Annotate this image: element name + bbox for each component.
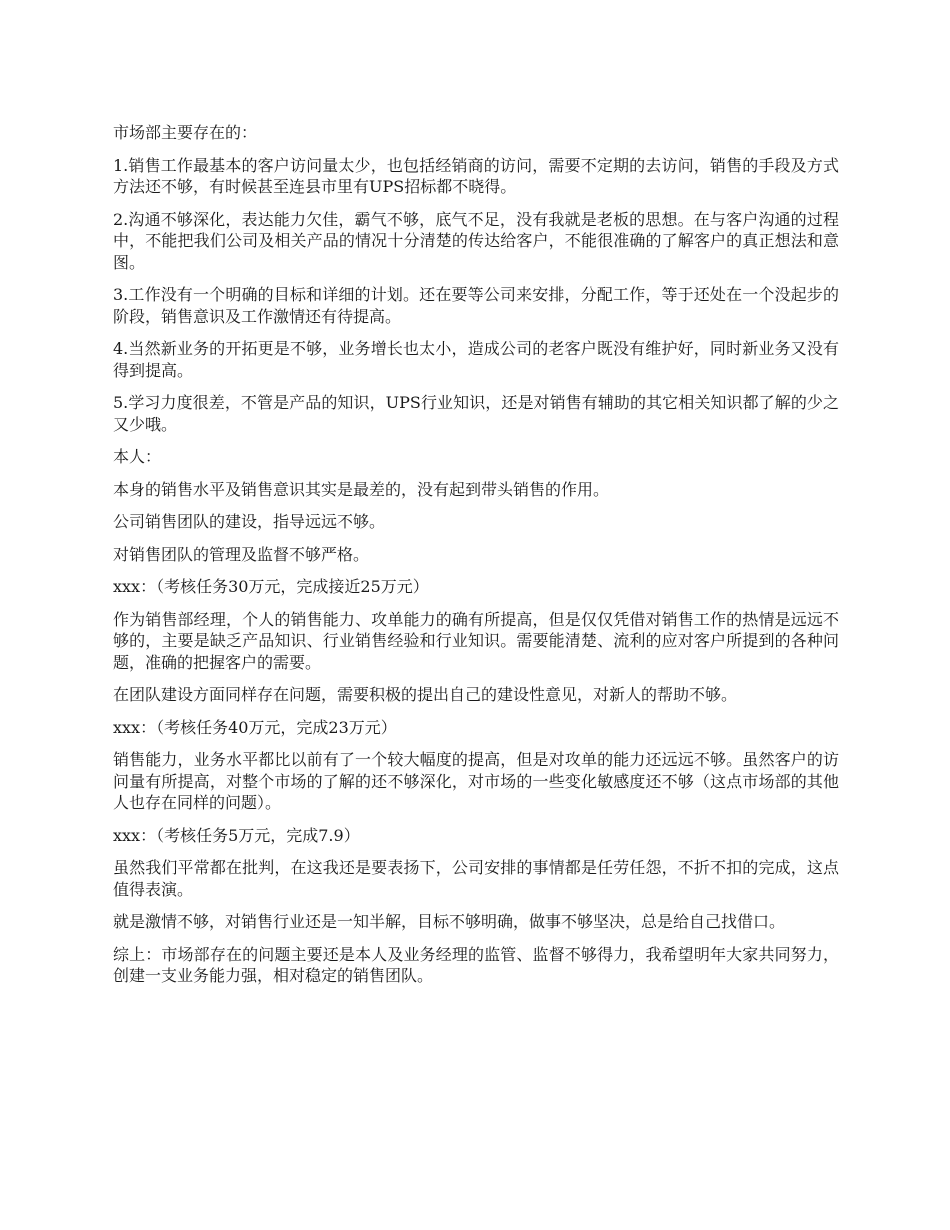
staff-3-paragraph-2: 就是激情不够，对销售行业还是一知半解，目标不够明确，做事不够坚决，总是给自己找借口。 [113, 912, 786, 931]
staff-heading-1: xxx：（考核任务30万元，完成接近25万元） [113, 577, 429, 596]
section-heading-self: 本人： [113, 447, 162, 466]
issue-item-1: 1.销售工作最基本的客户访问量太少，也包括经销商的访问，需要不定期的去访问，销售的手段及方式方法还不够，有时候甚至连县市里有UPS招标都不晓得。 [113, 155, 839, 196]
staff-2-paragraph-1: 销售能力，业务水平都比以前有了一个较大幅度的提高，但是对攻单的能力还远远不够。虽然客户的访问量有所提高，对整个市场的了解的还不够深化，对市场的一些变化敏感度还不够（这点市场部的其他人也存在同样的问题）。 [113, 750, 839, 812]
staff-heading-2: xxx：（考核任务40万元，完成23万元） [113, 717, 397, 737]
staff-1-paragraph-1: 作为销售部经理，个人的销售能力、攻单能力的确有所提高，但是仅仅凭借对销售工作的热情是远远不够的，主要是缺乏产品知识、行业销售经验和行业知识。需要能清楚、流利的应对客户所提到的各种问题，准确的把握客户的需要。 [113, 609, 839, 672]
section-heading-market-dept: 市场部主要存在的： [113, 123, 258, 142]
self-paragraph-3: 对销售团队的管理及监督不够严格。 [113, 544, 370, 564]
self-paragraph-1: 本身的销售水平及销售意识其实是最差的，没有起到带头销售的作用。 [113, 479, 610, 499]
issue-item-2: 2.沟通不够深化，表达能力欠佳，霸气不够，底气不足，没有我就是老板的思想。在与客户沟通的过程中，不能把我们公司及相关产品的情况十分清楚的传达给客户，不能很准确的了解客户的真正想法和意图。 [113, 209, 839, 272]
summary-paragraph: 综上：市场部存在的问题主要还是本人及业务经理的监管、监督不够得力，我希望明年大家共同努力，创建一支业务能力强，相对稳定的销售团队。 [113, 944, 839, 985]
staff-heading-3: xxx：（考核任务5万元，完成7.9） [113, 825, 360, 845]
document-body [113, 122, 839, 998]
issue-item-4: 4.当然新业务的开拓更是不够，业务增长也太小，造成公司的老客户既没有维护好，同时新业务又没有得到提高。 [113, 339, 839, 380]
self-paragraph-2: 公司销售团队的建设，指导远远不够。 [113, 512, 386, 531]
issue-item-5: 5.学习力度很差，不管是产品的知识，UPS行业知识，还是对销售有辅助的其它相关知识都了解的少之又少哦。 [113, 393, 839, 434]
issue-item-3: 3.工作没有一个明确的目标和详细的计划。还在要等公司来安排，分配工作，等于还处在一个没起步的阶段，销售意识及工作激情还有待提高。 [113, 285, 839, 326]
staff-3-paragraph-1: 虽然我们平常都在批判，在这我还是要表扬下，公司安排的事情都是任劳任怨，不折不扣的完成，这点值得表演。 [113, 858, 839, 899]
staff-1-paragraph-2: 在团队建设方面同样存在问题，需要积极的提出自己的建设性意见，对新人的帮助不够。 [113, 685, 738, 704]
